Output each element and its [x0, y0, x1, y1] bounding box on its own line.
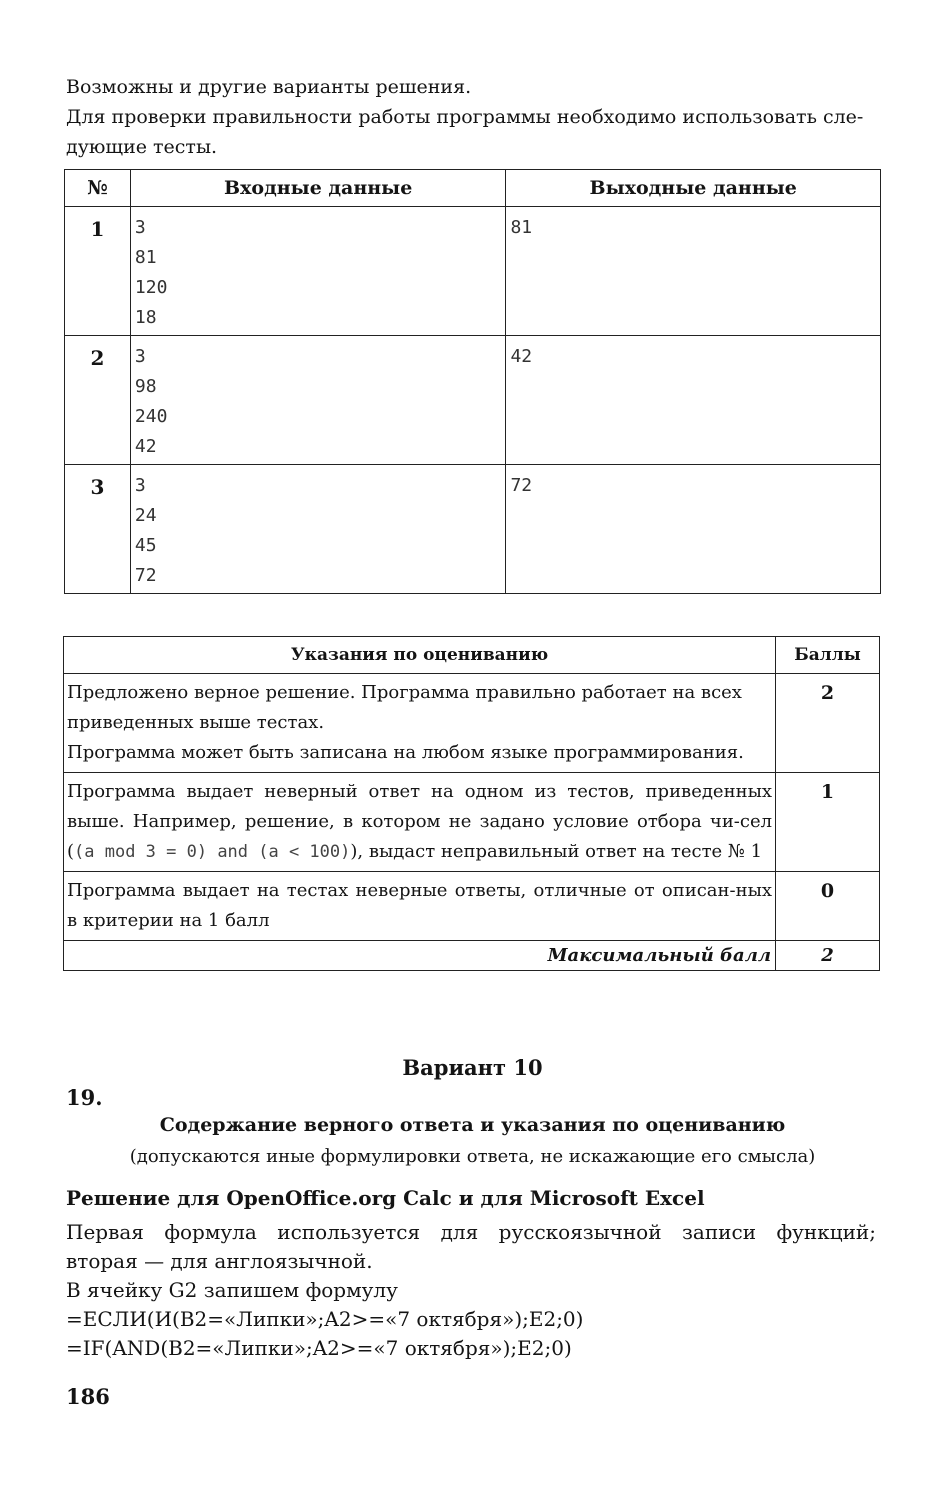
test-output: [506, 465, 881, 594]
formula-en: =IF(AND(B2=«Липки»;A2>=«7 октября»);E2;0): [66, 1336, 572, 1360]
output-value: 72: [510, 475, 533, 496]
test-number: 1: [65, 207, 131, 336]
table-row: [64, 674, 880, 773]
criterion-text-part: ), выдаст неправильный ответ на тесте № 1: [350, 841, 763, 862]
criterion-text-part: Программа выдает неверный ответ на одном из тестов, приведенных выше. Например, решение, в котором не задано условие отбора чи-сел (: [67, 781, 773, 862]
intro-line-1: Возможны и другие варианты решения.: [66, 76, 472, 98]
max-score-label: Максимальный балл: [64, 941, 776, 971]
input-value: 24: [134, 505, 157, 526]
criterion-text: Программа выдает на тестах неверные ответы, отличные от описан-ных в критерии на 1 балл: [64, 872, 776, 941]
header-output: Выходные данные: [506, 170, 881, 207]
table-row: [65, 336, 881, 465]
intro-line-2: Для проверки правильности работы программы необходимо использовать сле-: [66, 106, 864, 128]
criterion-code: (a mod 3 = 0) and (a < 100): [74, 842, 351, 862]
test-number: 2: [65, 336, 131, 465]
test-input: [130, 465, 506, 594]
intro-paragraph: [66, 72, 886, 162]
solution-body: [66, 1218, 876, 1363]
header-criteria: Указания по оцениванию: [64, 637, 776, 674]
max-score-value: 2: [776, 941, 880, 971]
variant-title: Вариант 10: [402, 1055, 543, 1080]
input-value: 42: [134, 436, 157, 457]
solution-line: В ячейку G2 запишем формулу: [66, 1278, 398, 1302]
criterion-line: Программа может быть записана на любом языке программирования.: [67, 742, 744, 763]
input-value: 72: [134, 565, 157, 586]
section-heading: Содержание верного ответа и указания по оцениванию: [159, 1114, 786, 1136]
criterion-text: [64, 674, 776, 773]
section-subheading: (допускаются иные формулировки ответа, не искажающие его смысла): [129, 1146, 816, 1167]
input-value: 3: [134, 475, 146, 496]
page-number: 186: [66, 1384, 110, 1409]
solution-line: вторая — для англоязычной.: [66, 1249, 373, 1273]
criterion-line: Предложено верное решение. Программа правильно работает на всех: [67, 682, 742, 703]
header-points: Баллы: [776, 637, 880, 674]
grading-table-header: [64, 637, 880, 674]
input-value: 3: [134, 346, 146, 367]
input-value: 240: [134, 406, 168, 427]
input-value: 18: [134, 307, 157, 328]
output-value: 42: [510, 346, 533, 367]
solution-line: Первая формула используется для русскоязычной записи функций;: [66, 1220, 876, 1244]
header-input: Входные данные: [130, 170, 506, 207]
input-value: 81: [134, 247, 157, 268]
table-row: [65, 465, 881, 594]
test-output: [506, 336, 881, 465]
test-input: [130, 336, 506, 465]
test-number: 3: [65, 465, 131, 594]
tests-table-header: [65, 170, 881, 207]
tests-table: [64, 169, 881, 594]
test-output: [506, 207, 881, 336]
criterion-text: [64, 773, 776, 872]
criterion-points: 0: [776, 872, 880, 941]
test-input: [130, 207, 506, 336]
table-row: [64, 872, 880, 941]
input-value: 45: [134, 535, 157, 556]
input-value: 3: [134, 217, 146, 238]
criterion-points: 2: [776, 674, 880, 773]
intro-line-3: дующие тесты.: [66, 136, 218, 158]
header-num: №: [65, 170, 131, 207]
table-row: [65, 207, 881, 336]
solution-title: Решение для OpenOffice.org Calc и для Microsoft Excel: [66, 1186, 705, 1210]
formula-ru: =ЕСЛИ(И(B2=«Липки»;A2>=«7 октября»);E2;0): [66, 1307, 584, 1331]
task-number: 19.: [66, 1085, 103, 1110]
grading-table: [63, 636, 880, 971]
criterion-line: приведенных выше тестах.: [67, 712, 325, 733]
input-value: 98: [134, 376, 157, 397]
table-row: [64, 773, 880, 872]
criterion-points: 1: [776, 773, 880, 872]
input-value: 120: [134, 277, 168, 298]
output-value: 81: [510, 217, 533, 238]
table-row-max: [64, 941, 880, 971]
